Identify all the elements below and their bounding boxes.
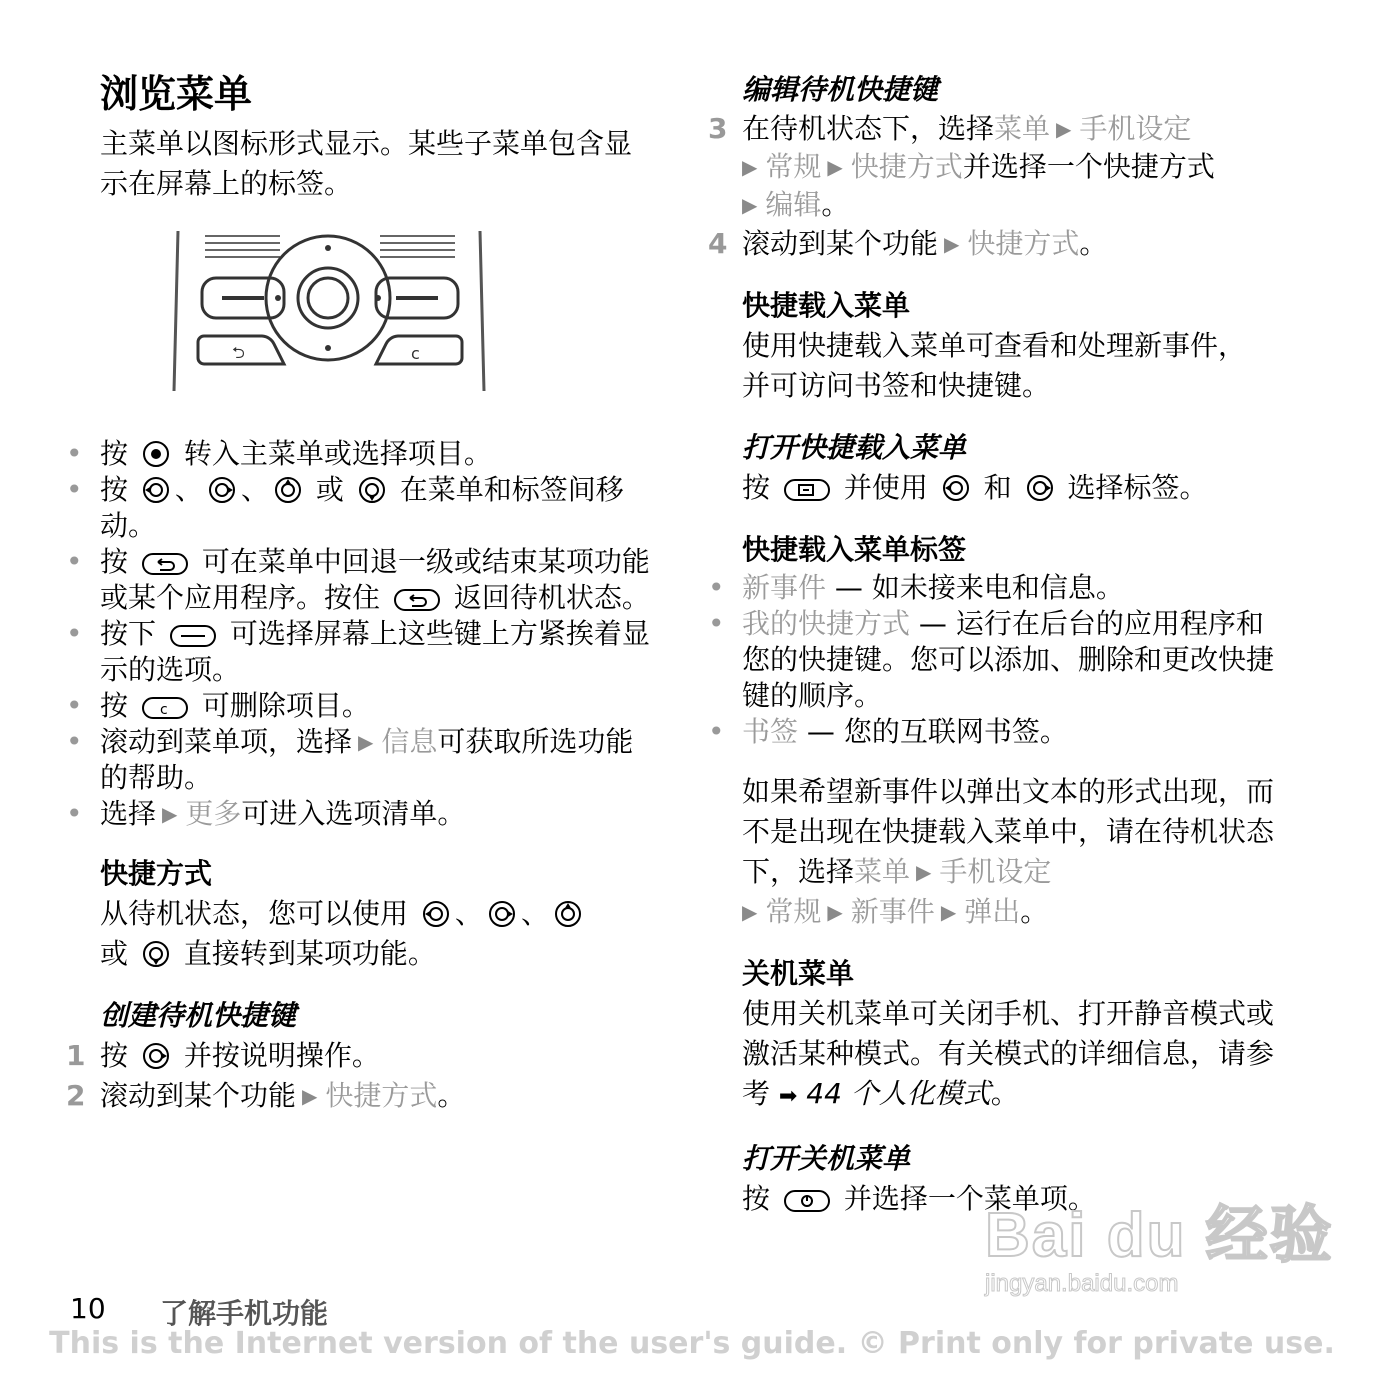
subsection-title: 打开快捷载入菜单 <box>742 431 967 464</box>
left-column <box>66 70 660 1116</box>
list-item: • 选择 ▶ 更多可进入选项清单。 <box>100 796 660 832</box>
activity-menu-key-icon <box>783 477 831 503</box>
svg-text:⮌: ⮌ <box>232 343 245 362</box>
power-key-icon <box>783 1188 831 1214</box>
nav-up-key-icon <box>553 899 583 929</box>
section-title: 浏览菜单 <box>100 72 253 116</box>
nav-right-key-icon <box>207 475 237 505</box>
arrow-icon: ▶ <box>742 155 758 179</box>
arrow-icon: ▶ <box>742 900 758 924</box>
svg-text:c: c <box>411 344 420 363</box>
shortcuts-text: 从待机状态，您可以使用 、 、 或 直接转到某项功能。 <box>100 894 660 974</box>
activity-text: 使用快捷载入菜单可查看和处理新事件，并可访问书签和快捷键。 <box>742 329 1247 402</box>
tabs-list <box>742 570 1342 750</box>
list-item: 1 按 并按说明操作。 <box>66 1039 380 1072</box>
list-item: • 按下 可选择屏幕上这些键上方紧挨着显示的选项。 <box>100 616 660 688</box>
arrow-icon: ▶ <box>944 232 960 256</box>
svg-text:c: c <box>159 702 168 718</box>
center-select-key-icon <box>141 439 171 469</box>
nav-down-key-icon <box>357 475 387 505</box>
nav-right-key-icon <box>487 899 517 929</box>
open-activity-text: 按 并使用 和 选择标签。 <box>742 471 1208 504</box>
nav-left-key-icon <box>421 899 451 929</box>
nav-left-key-icon <box>941 473 971 503</box>
back-key-icon <box>141 551 189 577</box>
subsection-title: 快捷载入菜单标签 <box>742 533 967 566</box>
keypad-icon <box>170 226 490 396</box>
copyright-notice: This is the Internet version of the user's guide. © Print only for private use. <box>49 1326 1335 1361</box>
open-shutdown-text: 按 并选择一个菜单项。 <box>742 1182 1096 1215</box>
list-item: • 滚动到菜单项，选择 ▶ 信息可获取所选功能的帮助。 <box>100 724 660 796</box>
chapter-title: 了解手机功能 <box>160 1297 329 1330</box>
list-item: • 我的快捷方式 — 运行在后台的应用程序和您的快捷键。您可以添加、删除和更改快捷键的顺序。 <box>742 606 1287 714</box>
selection-key-icon <box>169 623 217 649</box>
edit-steps <box>708 110 1342 264</box>
list-item: • 按 转入主菜单或选择项目。 <box>100 436 660 472</box>
arrow-icon: ▶ <box>940 900 957 924</box>
list-item: • 书签 — 您的互联网书签。 <box>742 714 1342 750</box>
arrow-icon: ▶ <box>358 730 374 754</box>
right-column <box>708 70 1342 1219</box>
arrow-icon: ▶ <box>742 193 758 217</box>
popup-text: 如果希望新事件以弹出文本的形式出现，而不是出现在快捷载入菜单中，请在待机状态下，选择菜单 ▶ 手机设定 ▶ 常规 ▶ 新事件 ▶ 弹出。 <box>742 775 1275 928</box>
page-number: 10 <box>70 1292 106 1325</box>
list-item: 2 滚动到某个功能 ▶ 快捷方式。 <box>66 1079 466 1112</box>
nav-down-key-icon <box>141 939 171 969</box>
list-item: • 新事件 — 如未接来电和信息。 <box>742 570 1342 606</box>
list-item: • 按 c 可删除项目。 <box>100 688 660 724</box>
subsection-title: 编辑待机快捷键 <box>742 73 939 106</box>
back-key-icon <box>393 587 441 613</box>
create-steps <box>66 1036 660 1116</box>
arrow-icon: ▶ <box>162 802 178 826</box>
subsection-title: 打开关机菜单 <box>742 1142 911 1175</box>
clear-key-icon <box>141 695 189 721</box>
page-reference: 44 个人化模式 <box>806 1077 991 1110</box>
subsection-title: 快捷载入菜单 <box>742 289 911 322</box>
nav-left-key-icon <box>141 475 171 505</box>
list-item: 3 在待机状态下，选择菜单 ▶ 手机设定 ▶ 常规 ▶ 快捷方式并选择一个快捷方式 ▶ 编辑。 <box>708 112 1215 221</box>
arrow-icon: ▶ <box>827 155 843 179</box>
arrow-icon: ▶ <box>1056 117 1072 141</box>
shutdown-text: 使用关机菜单可关闭手机、打开静音模式或激活某种模式。有关模式的详细信息，请参考 ➡ 44 个人化模式。 <box>742 997 1275 1110</box>
arrow-icon: ▶ <box>827 900 843 924</box>
reference-arrow-icon: ➡ <box>778 1084 798 1109</box>
list-item: • 按 、 、 或 在菜单和标签间移动。 <box>100 472 660 544</box>
subsection-title: 创建待机快捷键 <box>100 999 297 1032</box>
keypad-illustration <box>170 226 660 400</box>
subsection-title: 快捷方式 <box>100 857 213 890</box>
nav-up-key-icon <box>273 475 303 505</box>
arrow-icon: ▶ <box>916 860 932 884</box>
arrow-icon: ▶ <box>302 1084 318 1108</box>
nav-right-key-icon <box>1025 473 1055 503</box>
list-item: • 按 可在菜单中回退一级或结束某项功能或某个应用程序。按住 返回待机状态。 <box>100 544 660 616</box>
intro-text: 主菜单以图标形式显示。某些子菜单包含显示在屏幕上的标签。 <box>100 127 633 200</box>
baidu-watermark: Bai du 经验 jingyan.baidu.com <box>985 1201 1334 1297</box>
navigation-bullets <box>100 436 660 832</box>
nav-right-key-icon <box>141 1041 171 1071</box>
subsection-title: 关机菜单 <box>742 957 855 990</box>
list-item: 4 滚动到某个功能 ▶ 快捷方式。 <box>708 227 1108 260</box>
